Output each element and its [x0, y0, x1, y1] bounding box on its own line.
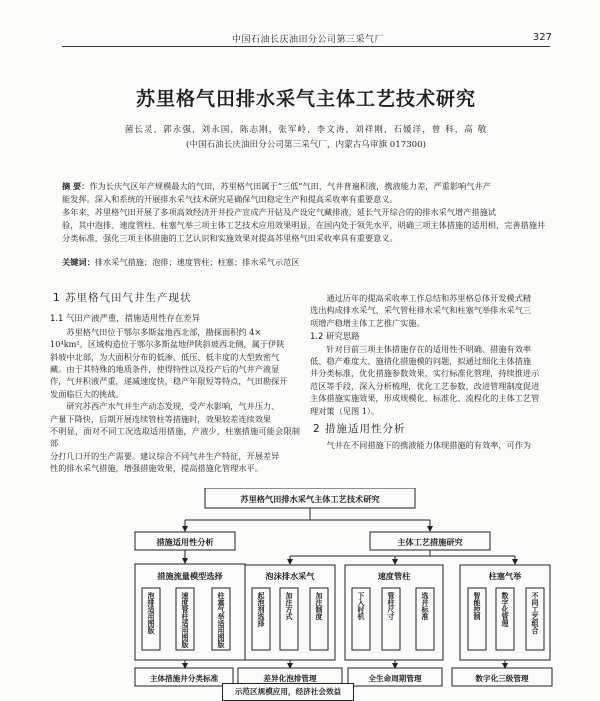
- flow-sudu: 速度管柱: [377, 571, 411, 581]
- abstract-line: 摘 要：作为长庆气区年产规模最大的气田，苏里格气田属于“三低”气田，气井普遍积液，携液能力差，严重影响气井产: [62, 181, 491, 191]
- flowchart-diagram: [130, 488, 555, 696]
- section-2-heading: 2 措施适用性分析: [313, 423, 406, 436]
- flow-vertical-label: 数字化管理: [501, 592, 509, 627]
- flow-bottom-2: 差异化泡排管理: [263, 674, 317, 683]
- flow-final-box: 示范区规模应用，经济社会效益: [222, 683, 354, 701]
- section-1-heading: 1 苏里格气田气井生产现状: [53, 292, 192, 304]
- abstract-label: 摘 要：: [62, 181, 90, 191]
- flow-left-branch: 措施适用性分析: [156, 537, 214, 547]
- paragraph: 通过历年的提高采收率工作总结和苏里格总体开发模式精 选出构成排水采气、采气管柱排水采气和柱塞气举排水采气三 项增产稳增主体工艺推广实施。: [310, 293, 532, 328]
- flow-bottom-1: 主体措施井分类标准: [149, 674, 219, 683]
- flow-vertical-label: 泡排适用图版: [147, 592, 155, 634]
- keywords-text: 排水采气措施；泡排；速度管柱；柱塞；排水采气示范区: [94, 257, 300, 267]
- flow-zhusai: 柱塞气举: [488, 571, 522, 581]
- section-1-2-heading: 1.2 研究思路: [310, 331, 360, 342]
- flow-vertical-label: 不同工艺组合: [531, 592, 539, 634]
- section-1-1-heading: 1.1 气田产液严重，措施适用性存在差异: [50, 313, 200, 324]
- flow-bottom-3: 全生命周期管理: [368, 674, 422, 683]
- abstract-line: 验，其中泡排、速度管柱、柱塞气举三项主体工艺技术应用效果明显，在国内处于领先水平，明确三项主体措施的适用相，完善措施井: [62, 220, 546, 230]
- flow-vertical-label: 起泡剂选择: [257, 592, 265, 627]
- flow-vertical-label: 加注制度: [315, 592, 323, 620]
- flow-vertical-label: 下入时机: [357, 592, 365, 620]
- flow-vertical-label: 柱塞气举适用图版: [217, 592, 225, 648]
- abstract-line: 多年来，苏里格气田开展了多项高效经济开井投产宣成产开钻及产设定气藏排液，延长气开综合的的排水采气增产措施试: [62, 207, 496, 217]
- page-number: 327: [532, 32, 552, 43]
- flow-paomai: 泡沫排水采气: [265, 571, 315, 581]
- flow-vertical-label: 速度管柱适用图版: [181, 592, 189, 648]
- keywords-label: 关键词：: [62, 257, 95, 267]
- abstract: [62, 180, 550, 245]
- flow-vertical-label: 加注方式: [285, 592, 293, 620]
- abstract-line: 能发挥。深入和系统的开展排水采气技术研究是确保气田稳定生产和提高采收率有重要意义。: [62, 194, 398, 204]
- paper-title: 苏里格气田排水采气主体工艺技术研究: [135, 88, 476, 110]
- affiliation: (中国石油长庆油田分公司第三采气厂，内蒙古乌审旗 017300): [186, 140, 426, 150]
- paragraph: 气井在不同措施下的携液能力体现措施的有效率，可作为: [326, 440, 532, 451]
- abstract-line: 分类标准，强化三项主体措施的工艺认识和实施效果对提高苏里格气田采收率具有重要意义。: [62, 233, 398, 243]
- flow-bottom-4: 数字化三级管理: [475, 674, 529, 683]
- flow-vertical-label: 选井标准: [421, 592, 429, 620]
- right-column: [310, 292, 555, 452]
- flow-left-sub: 措施流量模型选择: [157, 571, 223, 581]
- left-column: [50, 292, 300, 475]
- flow-top-label: 苏里格气田排水采气主体工艺技术研究: [240, 494, 380, 504]
- author-list: 菌长灵，郭永强，刘永国，陈志刚，张军岭，李文涛，刘祥刚，石媛洋，曾 科，高 敬: [124, 125, 488, 135]
- flow-vertical-label: 智能控制: [473, 592, 481, 620]
- running-header-journal: 中国石油长庆油田分公司第三采气厂: [232, 35, 385, 45]
- paragraph: 针对目前三项主体措施存在的适用性不明确、措施有效率 低、稳产难度大、施措化措施模的问题，拟通过细化主体措施 井分类标准，优化措施参数效果，实行标准化管理，持续推进示 范区等手段，深入分析梳理，优化工艺参数，改进管理制度促进 主体措施实施效果，形成规模化、标准化、流程化的主体工艺管 理对策（见图 1）。: [310, 343, 540, 416]
- paragraph: 研究苏西产水气井生产动态发现，受产水影响，气井压力、 产量下降快，后期开展连续管柱等措施时，效果较差连续效果 不明显，面对不同工况选取适用措施，产液少，柱塞措施可能会限制部 分打几口开的生产需要。建议综合不同气井生产特征，开展差异 性的排水采气措施，增强措施效果，提高措施化管理水平。: [50, 401, 300, 474]
- flow-right-branch: 主体工艺措施研究: [397, 537, 463, 547]
- figure-1-flowchart: [130, 488, 555, 696]
- paragraph: 苏里格气田位于鄂尔多斯盆地西北部，勘探面积约 4× 10⁴km²，区域构造位于鄂尔多斯盆地伊陕斜坡西北侧，属于伊陕 斜坡中北部，为大面积分布的低渗、低压、低丰度的大型致密气 藏。由于其特殊的地质条件，使得特性以及投产后的气井产液显 作，气井积液严重，递减速度快，稳产年限短等特点，气田勘探开 发面临巨大的挑战。: [50, 326, 288, 399]
- header-rule: [62, 46, 550, 47]
- keywords: [62, 257, 550, 268]
- flow-vertical-label: 管柱尺寸: [387, 592, 395, 620]
